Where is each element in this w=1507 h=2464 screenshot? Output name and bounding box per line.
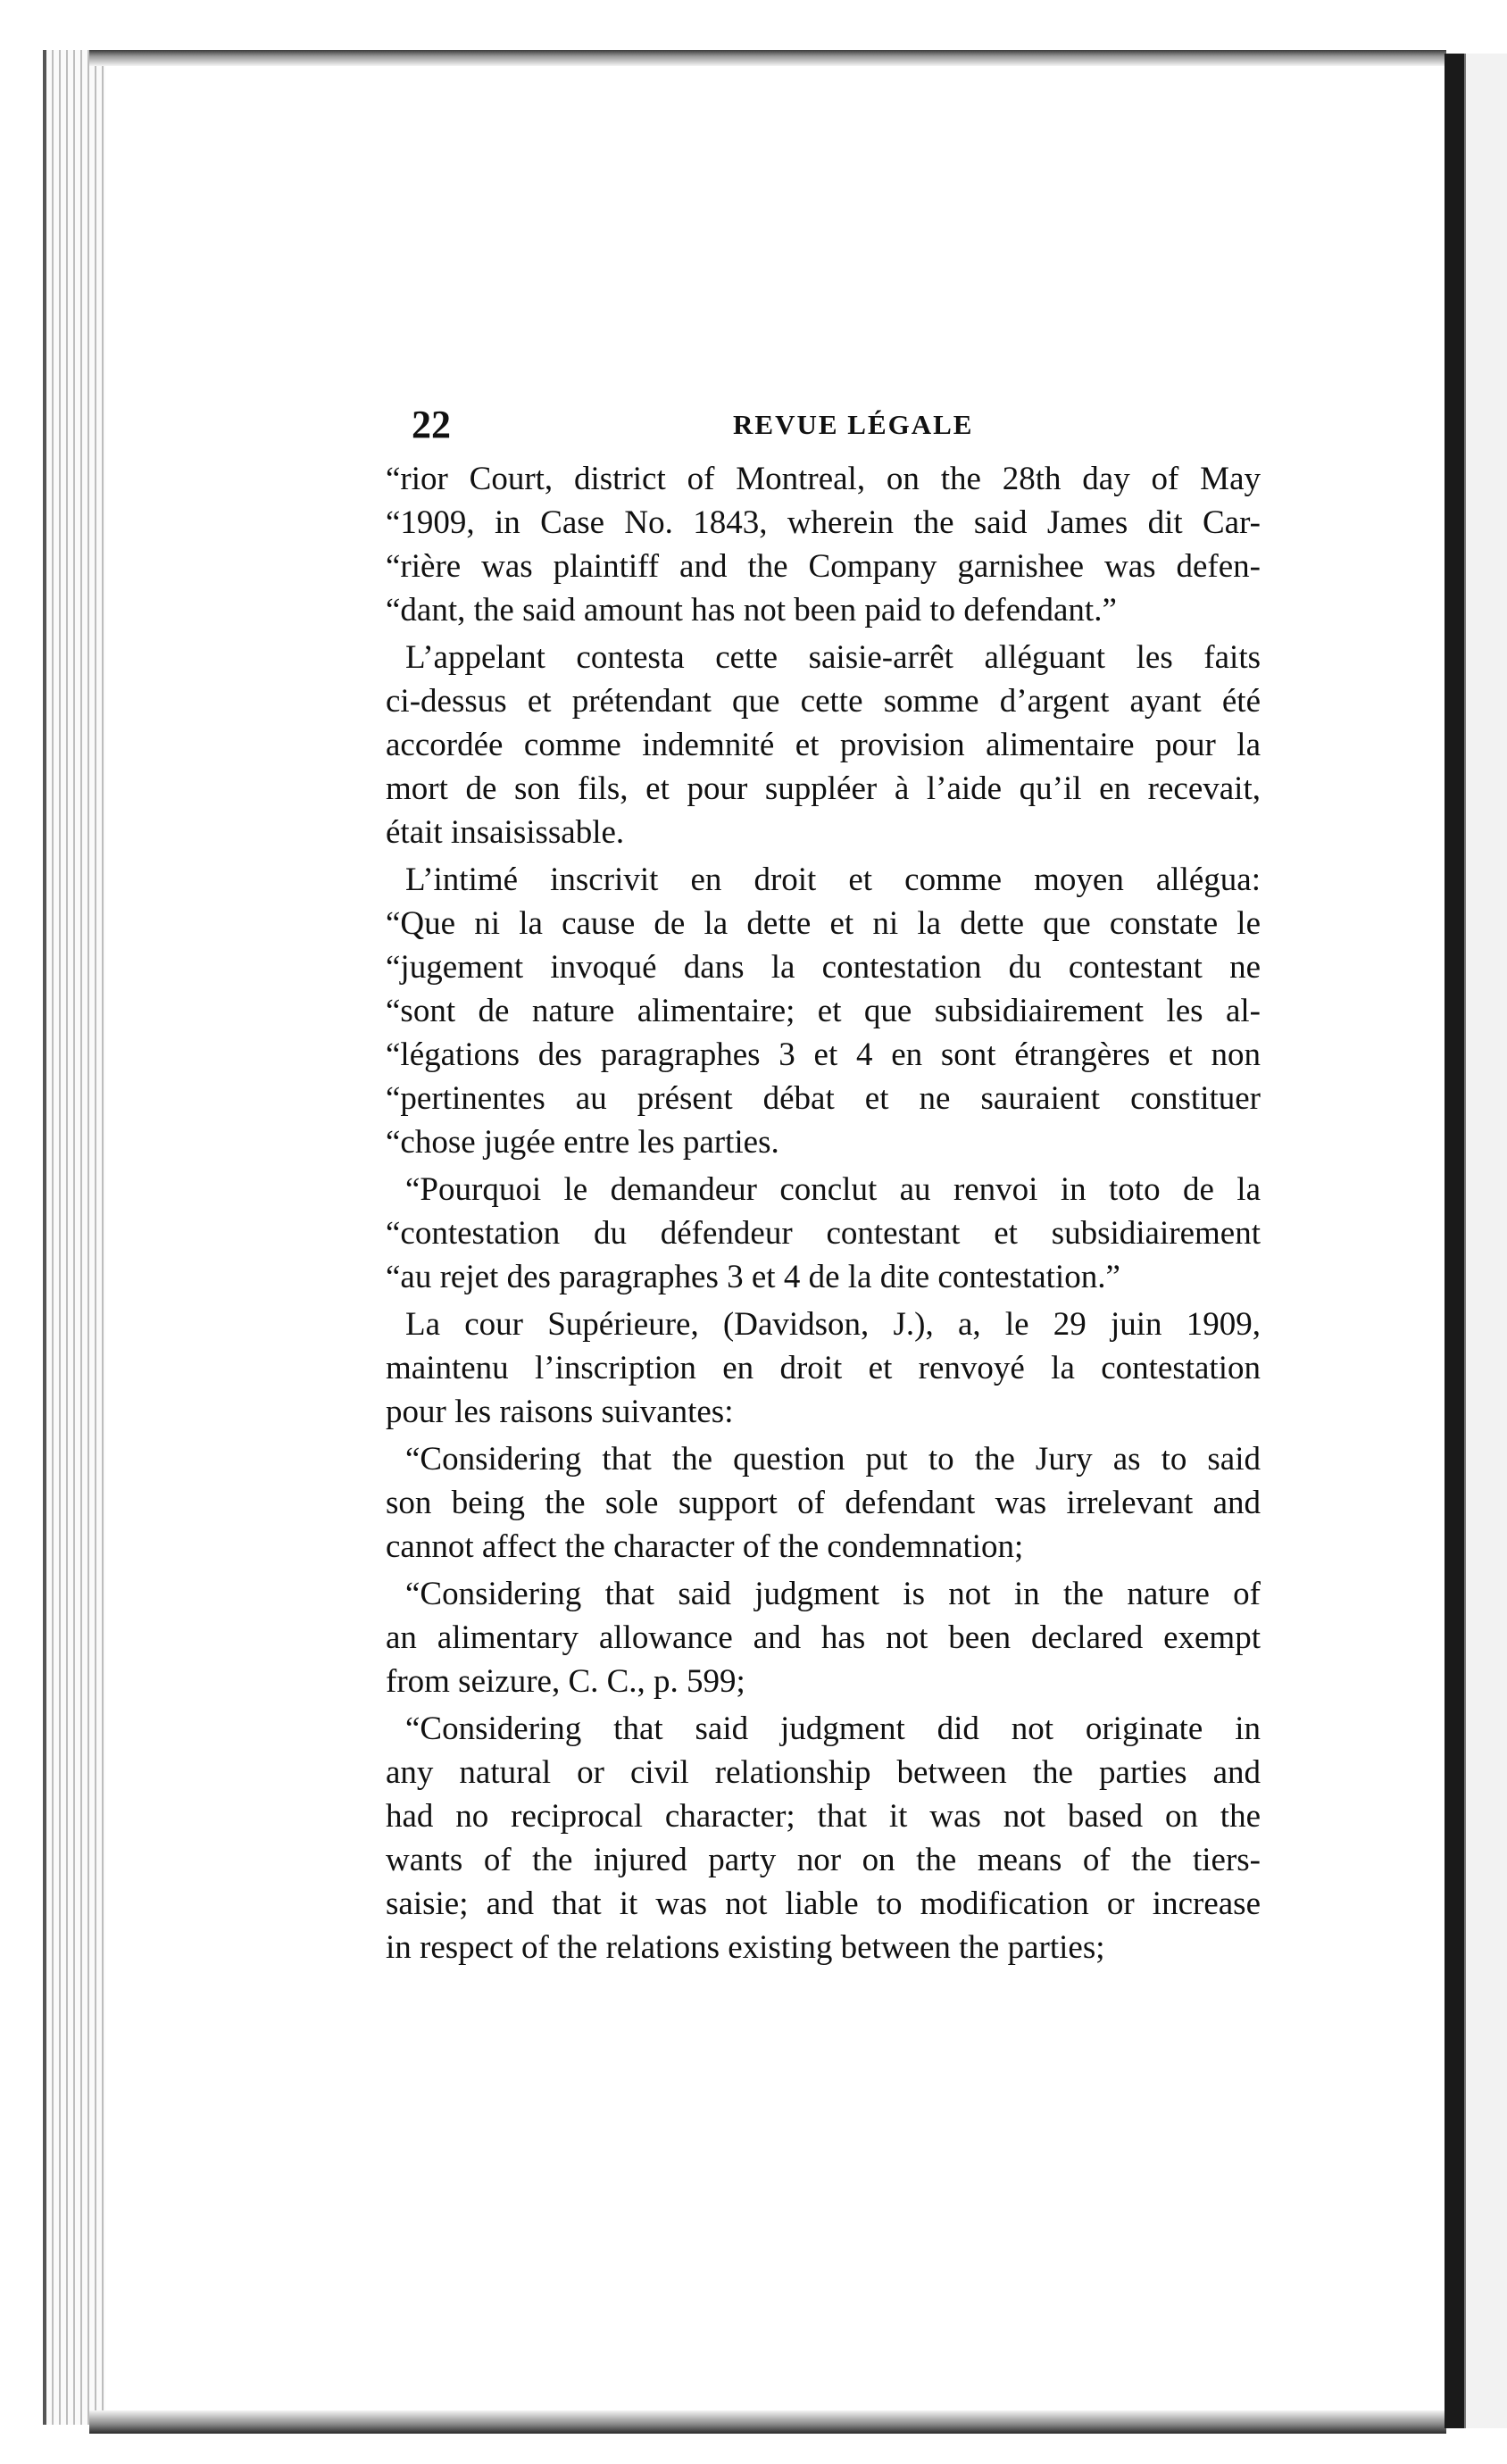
text-line: “Pourquoi le demandeur conclut au renvoi in toto de la [405, 1171, 1261, 1208]
paragraph [386, 1303, 1261, 1434]
page-top-edge [89, 50, 1446, 66]
text-line: “sont de nature alimentaire; et que subsidiairement les al- [386, 993, 1261, 1029]
text-line: from seizure, C. C., p. 599; [386, 1663, 745, 1700]
text-line: “1909, in Case No. 1843, wherein the said James dit Car- [386, 504, 1261, 541]
facing-page-gutter [1445, 54, 1464, 2428]
text-line: son being the sole support of defendant was irrelevant and [386, 1485, 1261, 1521]
text-line: L’intimé inscrivit en droit et comme moyen allégua: [405, 862, 1261, 898]
text-line: maintenu l’inscription en droit et renvoyé la contestation [386, 1350, 1261, 1386]
text-line: “contestation du défendeur contestant et subsidiairement [386, 1215, 1261, 1252]
paragraph [386, 1437, 1261, 1569]
page-leaf-edges [43, 50, 109, 2425]
page-bottom-edge [89, 2410, 1446, 2434]
text-line: had no reciprocal character; that it was not based on the [386, 1798, 1261, 1835]
text-line: mort de son fils, et pour suppléer à l’aide qu’il en recevait, [386, 770, 1261, 807]
text-line: était insaisissable. [386, 814, 625, 851]
paragraph [386, 1572, 1261, 1703]
text-line: “Considering that said judgment is not in the nature of [405, 1576, 1261, 1612]
text-line: pour les raisons suivantes: [386, 1394, 734, 1430]
text-line: saisie; and that it was not liable to modification or increase [386, 1885, 1261, 1922]
running-head: REVUE LÉGALE [733, 409, 974, 440]
text-line: any natural or civil relationship between the parties and [386, 1754, 1261, 1791]
text-line: “Considering that the question put to the Jury as to said [405, 1441, 1261, 1478]
text-line: ci-dessus et prétendant que cette somme d’argent ayant été [386, 683, 1261, 720]
text-line: “Considering that said judgment did not originate in [405, 1711, 1261, 1747]
paragraph [386, 1707, 1261, 1969]
text-line: in respect of the relations existing between the parties; [386, 1929, 1105, 1966]
text-line: an alimentary allowance and has not been declared exempt [386, 1619, 1261, 1656]
facing-page-edge [1464, 54, 1507, 2428]
text-line: cannot affect the character of the condemnation; [386, 1528, 1024, 1565]
text-line: “Que ni la cause de la dette et ni la dette que constate le [386, 905, 1261, 942]
text-line: “jugement invoqué dans la contestation du contestant ne [386, 949, 1261, 986]
text-line: La cour Supérieure, (Davidson, J.), a, le 29 juin 1909, [405, 1306, 1261, 1343]
text-line: “dant, the said amount has not been paid to defendant.” [386, 592, 1117, 628]
text-line: “au rejet des paragraphes 3 et 4 de la dite contestation.” [386, 1259, 1120, 1295]
body-text [386, 457, 1261, 1973]
paragraph [386, 636, 1261, 854]
text-line: “rior Court, district of Montreal, on the 28th day of May [386, 461, 1261, 497]
text-line: accordée comme indemnité et provision alimentaire pour la [386, 727, 1261, 763]
page-number: 22 [412, 403, 451, 446]
text-line: L’appelant contesta cette saisie-arrêt alléguant les faits [405, 639, 1261, 676]
text-line: “légations des paragraphes 3 et 4 en sont étrangères et non [386, 1036, 1261, 1073]
paragraph [386, 457, 1261, 632]
text-line: “pertinentes au présent débat et ne sauraient constituer [386, 1080, 1261, 1117]
text-line: “chose jugée entre les parties. [386, 1124, 779, 1161]
text-line: wants of the injured party nor on the means of the tiers- [386, 1842, 1261, 1878]
text-line: “rière was plaintiff and the Company garnishee was defen- [386, 548, 1261, 585]
page-header [412, 402, 1260, 446]
paragraph [386, 858, 1261, 1164]
paragraph [386, 1168, 1261, 1299]
